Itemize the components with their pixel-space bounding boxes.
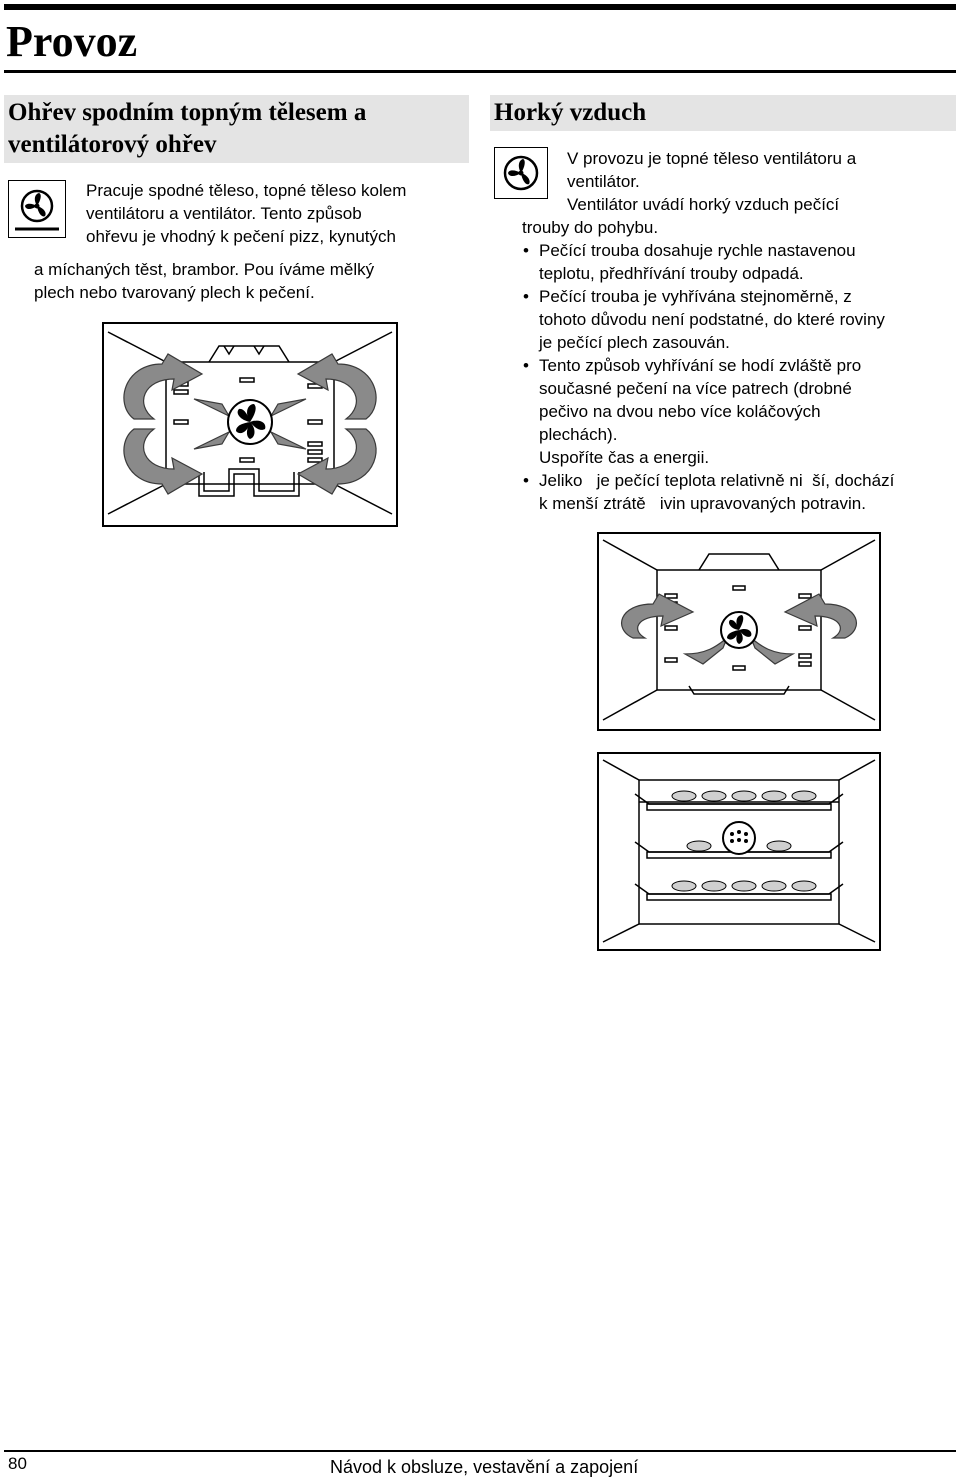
footer-document-title: Návod k obsluze, vestavění a zapojení <box>330 1457 639 1477</box>
fan-icon <box>494 147 548 199</box>
footer-rule <box>4 1450 956 1452</box>
text-line: je pečící plech zasouván. <box>539 333 730 352</box>
text-line: tohoto důvodu není podstatné, do které roviny <box>539 310 885 329</box>
section-left <box>4 95 469 163</box>
text-line: pečivo na dvou nebo více koláčových <box>539 402 821 421</box>
left-text-full <box>34 258 374 304</box>
left-text-indented <box>86 179 406 248</box>
oven-multi-level-baking-diagram <box>597 752 881 951</box>
hot-air-bullet-list <box>522 239 952 515</box>
text-line: teplotu, předhřívání trouby odpadá. <box>539 264 804 283</box>
heading-line: Ohřev spodním topným tělesem a <box>8 99 367 126</box>
text-line: V provozu je topné těleso ventilátoru a <box>567 149 857 168</box>
text-line: plech nebo tvarovaný plech k pečení. <box>34 283 315 302</box>
list-item <box>522 354 952 469</box>
list-item <box>522 285 952 354</box>
top-rule <box>4 4 956 10</box>
text-line: Pracuje spodné těleso, topné těleso kolem <box>86 181 407 200</box>
page-number: 80 <box>8 1454 27 1473</box>
text-line: a míchaných těst, brambor. Pou íváme mělký <box>34 260 375 279</box>
section-heading-bottom-heat-fan <box>4 95 469 163</box>
text-line: ventilátor. <box>567 172 640 191</box>
title-underline <box>4 70 956 73</box>
oven-airflow-bottom-heat-diagram <box>102 322 398 527</box>
heading-line: ventilátorový ohřev <box>8 131 217 158</box>
text-line: Ventilátor uvádí horký vzduch pečící <box>567 195 840 214</box>
list-item <box>522 469 952 515</box>
right-intro-continuation: trouby do pohybu. <box>522 218 659 237</box>
section-heading-hot-air: Horký vzduch <box>490 95 956 131</box>
section-right <box>490 95 956 131</box>
right-intro-indented <box>567 147 856 216</box>
text-line: ventilátoru a ventilátor. Tento způsob <box>86 204 362 223</box>
fan-with-bottom-heater-icon <box>8 180 66 238</box>
text-line: • Pečící trouba je vyhřívána stejnoměrně, z <box>539 287 852 306</box>
text-line: • Tento způsob vyhřívání se hodí zvláště pro <box>539 356 862 375</box>
text-line: • Pečící trouba dosahuje rychle nastavenou <box>539 241 856 260</box>
oven-airflow-hot-air-diagram <box>597 532 881 731</box>
text-line: Uspoříte čas a energii. <box>539 448 710 467</box>
page-title: Provoz <box>6 17 138 66</box>
text-line: k menší ztrátě ivin upravovaných potravin. <box>539 494 866 513</box>
text-line: plechách). <box>539 425 618 444</box>
text-line: ohřevu je vhodný k pečení pizz, kynutých <box>86 227 396 246</box>
text-line: současné pečení na více patrech (drobné <box>539 379 852 398</box>
list-item <box>522 239 952 285</box>
text-line: • Jeliko je pečící teplota relativně ni ší, dochází <box>539 471 895 490</box>
